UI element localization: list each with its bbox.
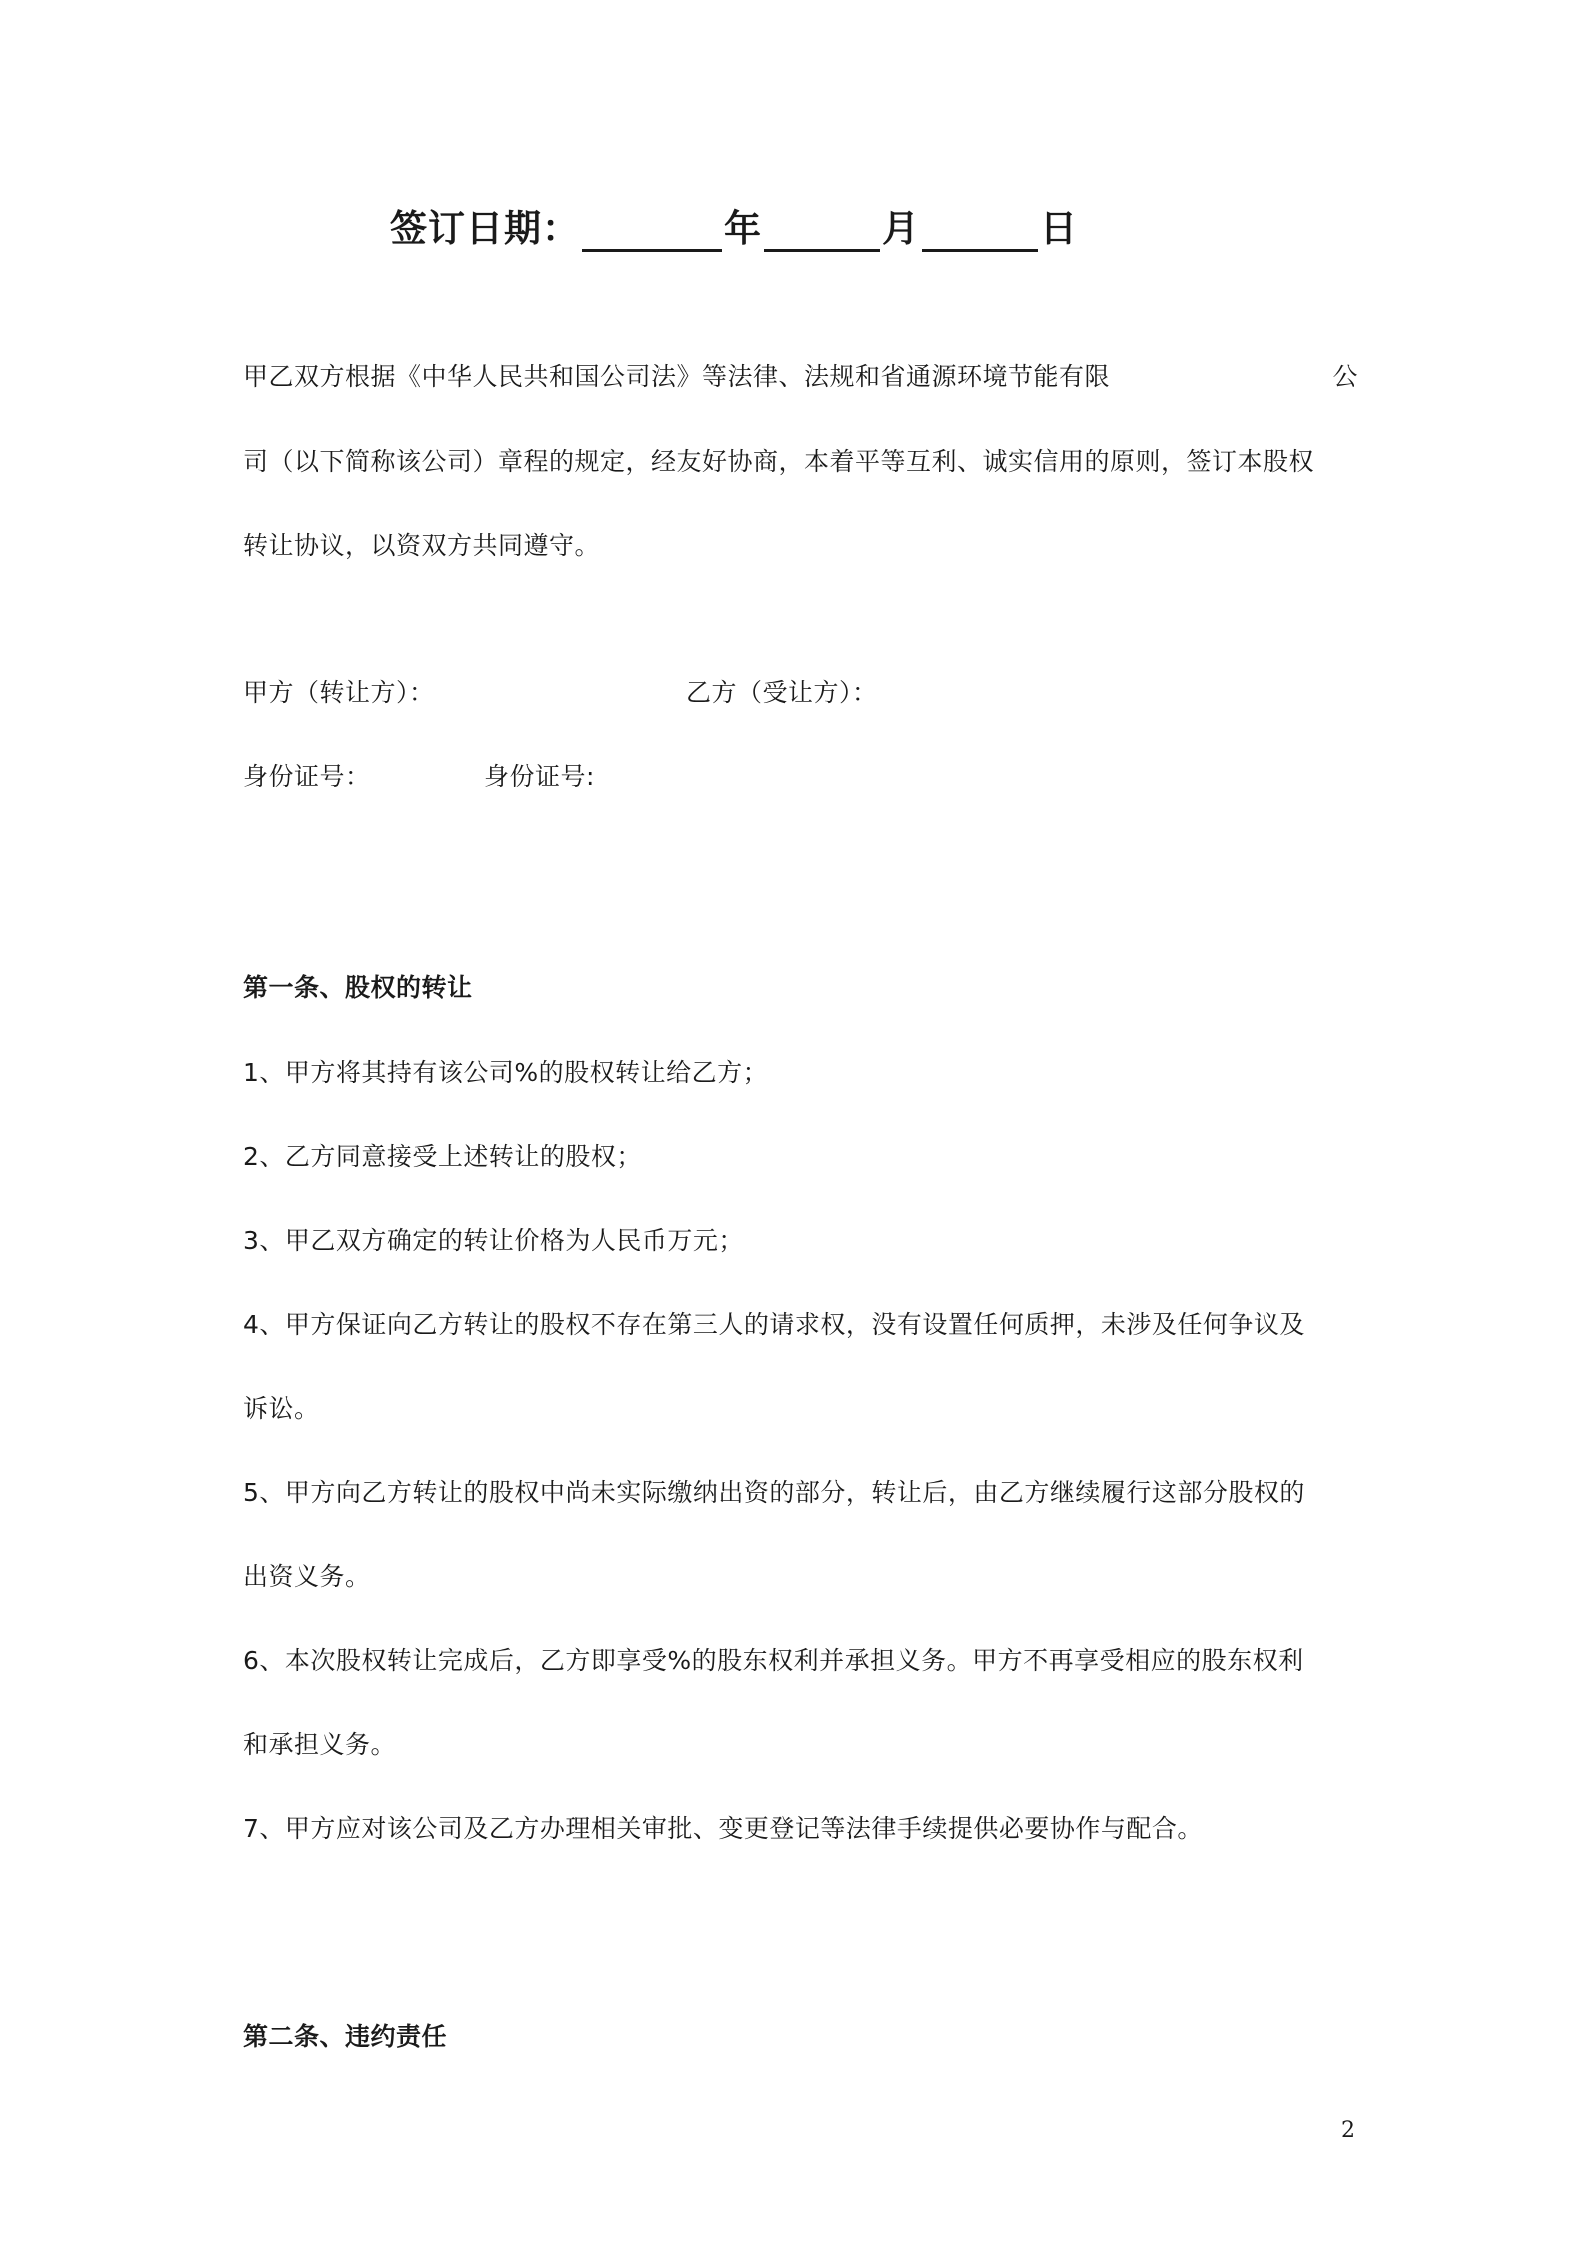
- signing-date-label: 签订日期：: [390, 207, 580, 250]
- month-blank: [764, 213, 880, 252]
- year-blank: [582, 213, 722, 252]
- year-label: 年: [724, 207, 762, 250]
- article-2-heading: 第二条、违约责任: [243, 2022, 448, 2051]
- month-label: 月: [882, 207, 920, 250]
- party-a-label: 甲方（转让方）：: [243, 678, 435, 707]
- intro-line-3: 转让协议，以资双方共同遵守。: [243, 531, 601, 560]
- article-1-item-4-line-1: 4、甲方保证向乙方转让的股权不存在第三人的请求权，没有设置任何质押，未涉及任何争议及: [243, 1310, 1305, 1339]
- intro-line-2: 司（以下简称该公司）章程的规定，经友好协商，本着平等互利、诚实信用的原则，签订本股权: [243, 447, 1315, 476]
- party-b-id-label: 身份证号:: [484, 762, 595, 791]
- intro-line-1-end: 公: [1332, 362, 1358, 391]
- article-1-item-6-line-2: 和承担义务。: [243, 1730, 397, 1759]
- signing-date-title: [390, 198, 1078, 252]
- article-1-item-6-line-1: 6、本次股权转让完成后，乙方即享受%的股东权利并承担义务。甲方不再享受相应的股东权利: [243, 1646, 1304, 1675]
- page-number: 2: [1341, 2118, 1355, 2143]
- article-1-item-2: 2、乙方同意接受上述转让的股权；: [243, 1142, 642, 1171]
- article-1-item-1: 1、甲方将其持有该公司%的股权转让给乙方；: [243, 1058, 769, 1087]
- article-1-item-4-line-2: 诉讼。: [243, 1394, 320, 1423]
- day-label: 日: [1040, 207, 1078, 250]
- article-1-item-3: 3、甲乙双方确定的转让价格为人民币万元；: [243, 1226, 744, 1255]
- party-a-id-label: 身份证号：: [243, 762, 371, 791]
- article-1-heading: 第一条、股权的转让: [243, 973, 473, 1002]
- intro-line-1: [243, 357, 1358, 393]
- article-1-item-5-line-1: 5、甲方向乙方转让的股权中尚未实际缴纳出资的部分，转让后，由乙方继续履行这部分股权的: [243, 1478, 1305, 1507]
- article-1-item-7: 7、甲方应对该公司及乙方办理相关审批、变更登记等法律手续提供必要协作与配合。: [243, 1814, 1203, 1843]
- article-1-item-5-line-2: 出资义务。: [243, 1562, 371, 1591]
- party-b-label: 乙方（受让方）：: [686, 678, 878, 707]
- intro-line-1-text: 甲乙双方根据《中华人民共和国公司法》等法律、法规和省通源环境节能有限: [243, 362, 1111, 391]
- day-blank: [922, 213, 1038, 252]
